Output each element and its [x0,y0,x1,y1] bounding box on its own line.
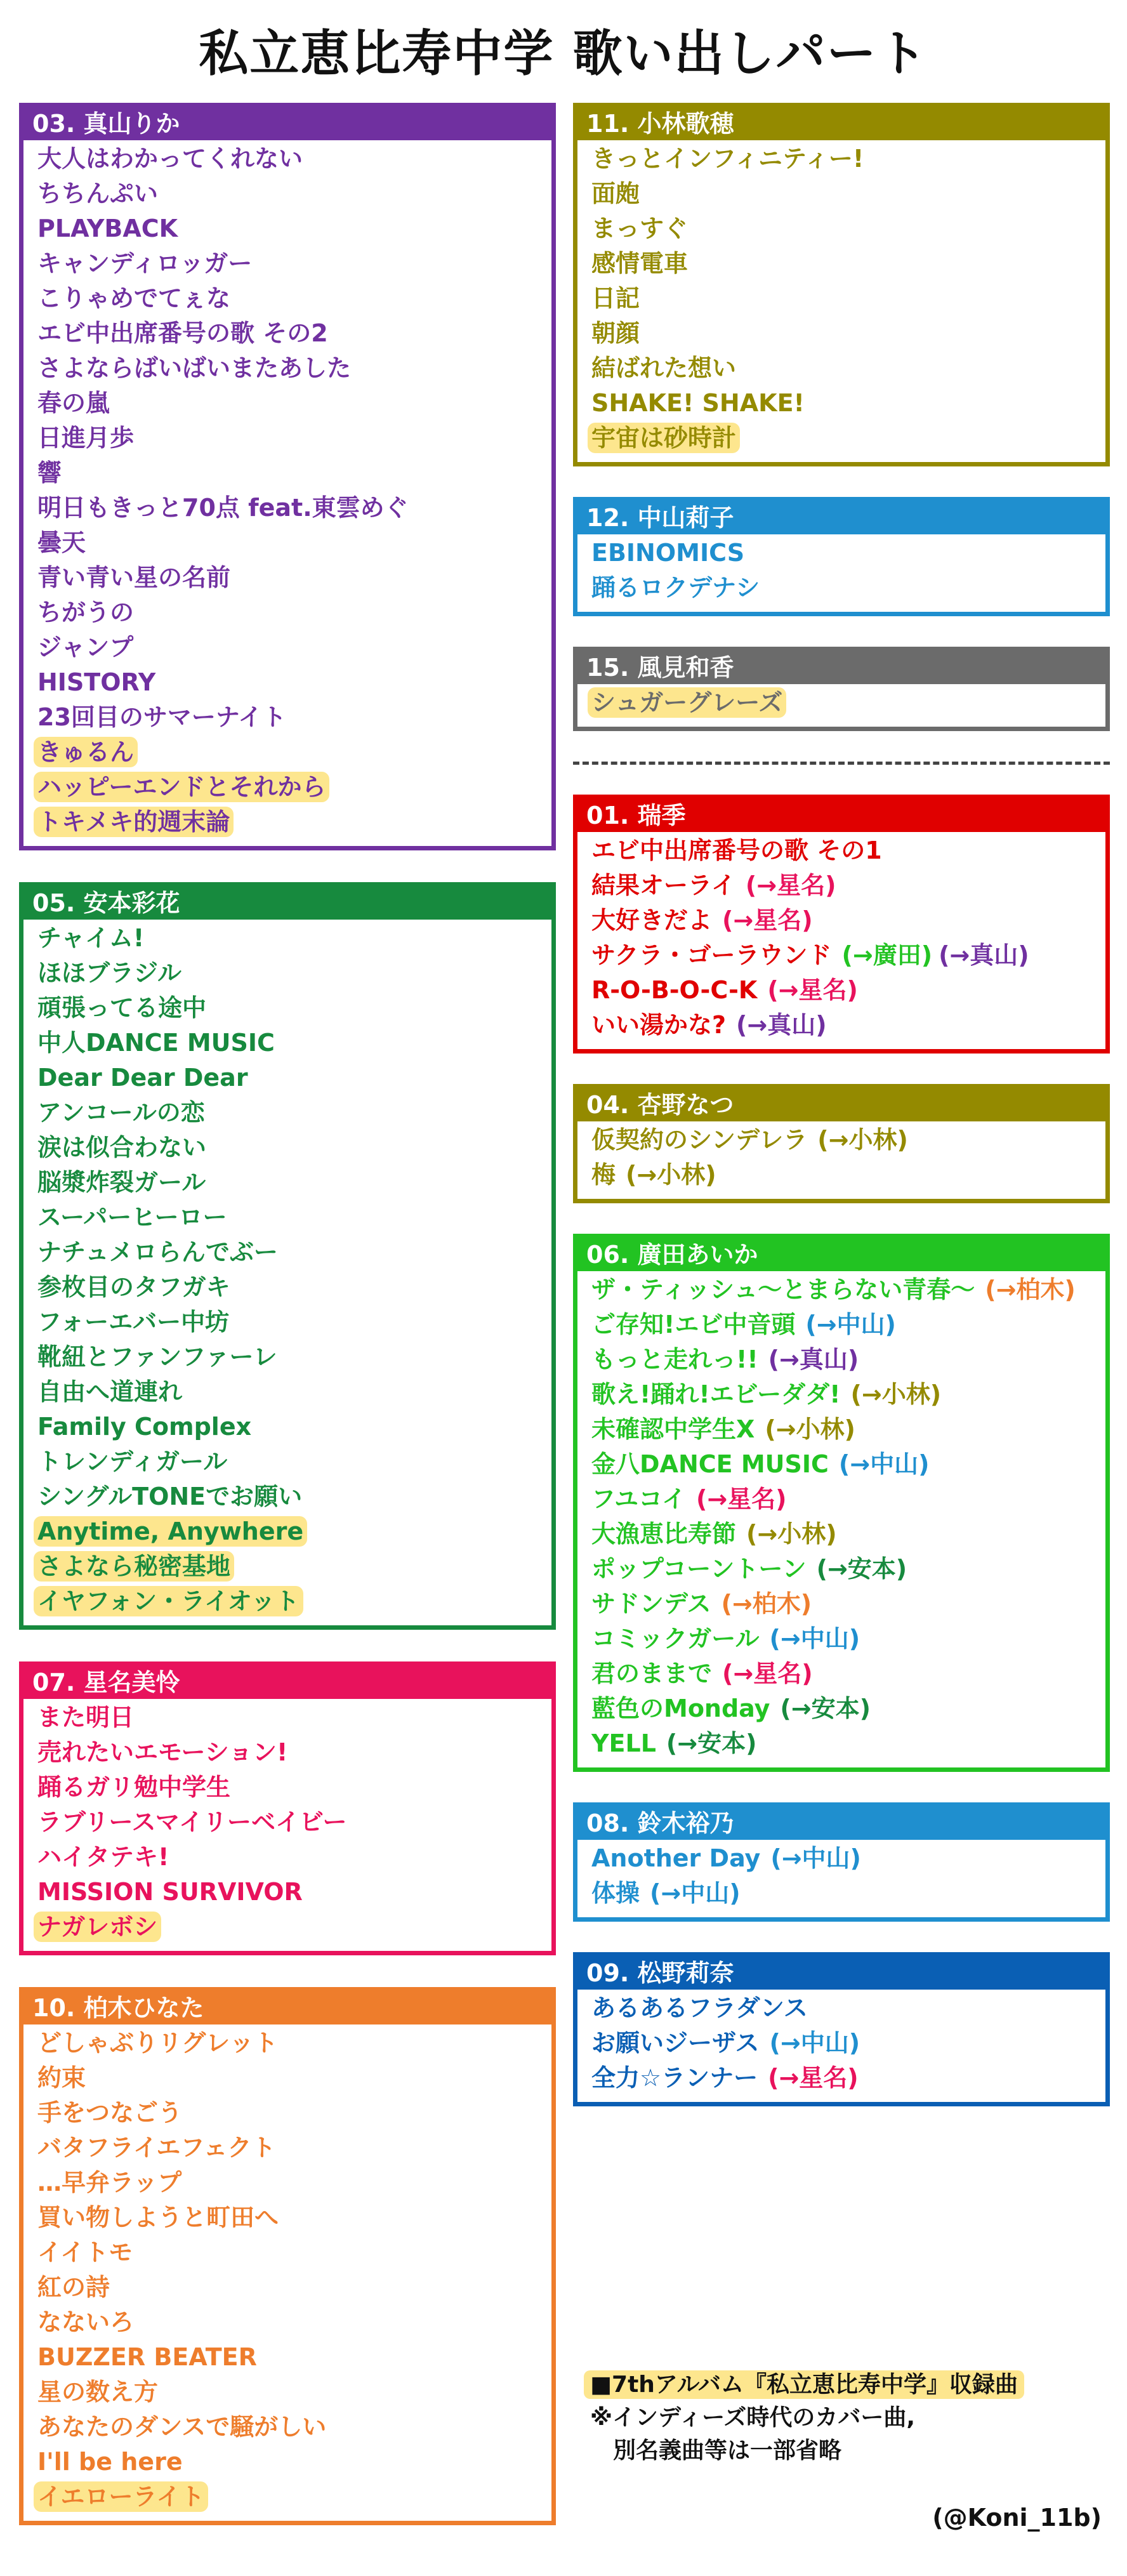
song-item [591,316,1100,351]
song-title: Anytime, Anywhere [34,1516,307,1547]
song-title: R-O-B-O-C-K [591,976,758,1004]
song-item [37,595,546,630]
transfer-reference: (→真山) [939,941,1029,969]
song-title: 青い青い星の名前 [37,564,231,591]
spacer [573,1922,1110,1952]
song-title: 紅の詩 [37,2273,110,2301]
song-title: チャイム! [37,924,145,952]
song-title: 大漁恵比寿節 [591,1520,737,1548]
song-list [577,534,1105,612]
song-item [37,491,546,525]
transfer-reference: (→安本) [666,1729,757,1757]
song-item [37,735,546,770]
song-title: なないろ [37,2308,135,2336]
song-title: YELL [591,1729,656,1757]
song-title: さよならばいばいまたあした [37,354,352,382]
song-item [37,1305,546,1340]
member-header: 08. 鈴木裕乃 [577,1807,1105,1840]
song-item [591,386,1100,421]
song-title: Another Day [591,1844,761,1872]
song-item [37,2270,546,2305]
song-title: SHAKE! SHAKE! [591,389,805,417]
song-title: 金八DANCE MUSIC [591,1450,829,1478]
song-item [37,921,546,956]
song-title: まっすぐ [591,215,689,242]
song-item [37,142,546,176]
song-item [37,1270,546,1305]
song-title: さよなら秘密基地 [34,1551,234,1582]
song-item [37,2480,546,2514]
song-title: アンコールの恋 [37,1099,205,1126]
song-item [591,571,1100,605]
song-item [37,2445,546,2480]
song-list [23,1699,551,1951]
transfer-reference: (→真山) [768,1345,859,1373]
spacer [19,1630,556,1661]
song-item [591,1123,1100,1158]
song-list [577,1121,1105,1199]
song-title: ほほブラジル [37,959,182,987]
song-item [37,1770,546,1805]
song-item [591,1377,1100,1412]
song-item [591,142,1100,176]
song-item [591,536,1100,571]
song-item [37,1549,546,1584]
song-item [37,1235,546,1270]
transfer-reference: (→柏木) [985,1276,1076,1304]
song-title: 踊るガリ勉中学生 [37,1773,231,1801]
transfer-reference: (→星名) [722,906,813,934]
song-item [37,281,546,316]
song-item [37,1060,546,1095]
transfer-reference: (→小林) [626,1161,716,1189]
song-title: ナチュメロらんでぶー [37,1238,278,1266]
song-title: 参枚目のタフガキ [37,1273,230,1301]
spacer [19,850,556,882]
song-title: イイトモ [37,2238,133,2266]
member-header: 09. 松野莉奈 [577,1957,1105,1990]
song-title: もっと走れっ!! [591,1345,758,1373]
song-item [591,1841,1100,1876]
song-title: 大好きだよ [591,906,713,934]
song-item [37,2200,546,2235]
member-box [573,647,1110,731]
song-list [577,832,1105,1049]
song-item [591,1412,1100,1447]
song-item [37,2340,546,2375]
transfer-reference: (→真山) [736,1011,827,1039]
song-title: 踊るロクデナシ [591,574,760,602]
section-divider [573,744,1110,782]
member-header: 12. 中山莉子 [577,501,1105,534]
song-title: ザ・ティッシュ～とまらない青春～ [591,1276,975,1304]
song-item [591,211,1100,246]
song-item [37,630,546,665]
song-item [37,665,546,700]
song-title: 手をつなごう [37,2099,183,2127]
song-title: 買い物しようと町田へ [37,2203,279,2231]
member-header: 07. 星名美怜 [23,1666,551,1699]
transfer-reference: (→星名) [767,976,858,1004]
song-title: ハイタテキ! [37,1843,169,1871]
song-title: 君のままで [591,1660,713,1688]
song-title: シングルTONEでお願い [37,1483,303,1510]
member-box [19,1987,556,2525]
spacer [573,1054,1110,1084]
member-header: 06. 廣田あいか [577,1238,1105,1271]
legend-notes [590,2368,1024,2467]
song-item [37,2165,546,2200]
song-title: コミックガール [591,1625,760,1653]
song-title: Dear Dear Dear [37,1064,248,1092]
song-title: EBINOMICS [591,539,745,567]
song-item [37,1584,546,1619]
song-item [37,1340,546,1375]
song-item [591,1726,1100,1761]
member-box [573,1084,1110,1203]
song-item [37,805,546,840]
song-title: トレンディガール [37,1448,228,1476]
song-title: 体操 [591,1879,640,1907]
song-item [37,770,546,805]
song-title: HISTORY [37,668,156,696]
note-alias-line: 別名義曲等は一部省略 [613,2438,842,2464]
member-header: 15. 風見和香 [577,651,1105,684]
left-column [19,103,556,2525]
transfer-reference: (→中山) [805,1311,896,1338]
song-title: 朝顔 [591,319,640,347]
song-item [591,1482,1100,1517]
song-title: サドンデス [591,1590,711,1618]
song-item [37,1375,546,1410]
transfer-reference: (→星名) [722,1660,813,1688]
member-box [573,795,1110,1054]
song-title: ジャンプ [37,633,134,661]
transfer-reference: (→中山) [650,1879,741,1907]
spacer [573,1772,1110,1802]
song-item [591,281,1100,316]
song-title: いい湯かな? [591,1011,727,1039]
song-title: 梅 [591,1161,616,1189]
song-item [37,1200,546,1235]
song-item [37,1130,546,1165]
song-item [37,1735,546,1770]
song-item [37,211,546,246]
song-item [591,868,1100,903]
song-item [591,1587,1100,1622]
song-title: ハッピーエンドとそれから [34,772,329,802]
song-title: Family Complex [37,1413,252,1441]
song-item [37,2096,546,2130]
spacer [19,1955,556,1987]
spacer [573,466,1110,497]
song-title: 涙は似合わない [37,1133,207,1161]
song-title: 日進月歩 [37,424,135,452]
song-item [37,1700,546,1735]
song-item [591,351,1100,386]
song-list [577,140,1105,462]
song-list [577,1990,1105,2102]
song-title: ラブリースマイリーベイビー [37,1808,347,1836]
song-item [37,2026,546,2061]
transfer-reference: (→星名) [768,2064,859,2092]
spacer [573,731,1110,744]
song-item [37,2305,546,2340]
transfer-reference: (→中山) [838,1450,930,1478]
transfer-reference: (→安本) [816,1555,907,1583]
song-item [37,176,546,211]
member-header: 04. 杏野なつ [577,1088,1105,1121]
song-item [37,1840,546,1875]
song-list [23,920,551,1625]
song-title: BUZZER BEATER [37,2343,257,2371]
song-item [591,1517,1100,1552]
song-title: ポップコーントーン [591,1555,807,1583]
song-item [37,1910,546,1945]
note-album-line [590,2368,1024,2401]
song-item [591,1656,1100,1691]
song-title: お願いジーザス [591,2029,760,2057]
song-title: 中人DANCE MUSIC [37,1029,275,1057]
member-header: 11. 小林歌穂 [577,107,1105,140]
member-box [573,497,1110,616]
member-box [573,1952,1110,2106]
song-title: トキメキ的週末論 [34,807,234,837]
transfer-reference: (→中山) [770,1844,861,1872]
song-list [577,1840,1105,1917]
song-title: 響 [37,459,62,487]
song-title: 結果オーライ [591,871,735,899]
page-title: 私立恵比寿中学 歌い出しパート [199,25,928,83]
song-item [591,1991,1100,2026]
member-box [19,1661,556,1955]
song-item [37,1165,546,1200]
song-item [37,1875,546,1910]
transfer-reference: (→小林) [850,1380,942,1408]
song-title: 宇宙は砂時計 [588,423,740,453]
song-item [591,2026,1100,2061]
song-title: どしゃぶりリグレット [37,2029,278,2057]
song-item [591,1342,1100,1377]
member-box [19,882,556,1630]
song-item [37,560,546,595]
song-title: 約束 [37,2064,86,2092]
song-item [37,1805,546,1840]
member-box [573,1234,1110,1772]
song-item [37,2410,546,2445]
member-box [573,1802,1110,1922]
song-title: I'll be here [37,2448,183,2476]
song-item [591,176,1100,211]
spacer [573,1203,1110,1234]
song-title: シュガーグレーズ [588,687,786,718]
song-item [591,2061,1100,2096]
song-item [37,1410,546,1444]
song-item [37,316,546,351]
transfer-reference: (→小林) [817,1126,908,1154]
song-title: 大人はわかってくれない [37,145,303,173]
song-list [23,140,551,846]
song-title: PLAYBACK [37,215,178,242]
song-item [37,1095,546,1130]
transfer-reference: (→中山) [769,1625,860,1653]
song-item [591,938,1100,973]
song-item [591,421,1100,456]
song-item [591,1307,1100,1342]
song-title: 靴紐とファンファーレ [37,1343,277,1371]
song-title: スーパーヒーロー [37,1203,227,1231]
song-item [591,1272,1100,1307]
song-title: 感情電車 [591,249,689,277]
transfer-reference: (→安本) [780,1694,871,1722]
song-title: 明日もきっと70点 feat.東雲めぐ [37,494,409,522]
song-title: エビ中出席番号の歌 その1 [591,836,882,864]
song-title: 面皰 [591,180,640,208]
member-header: 10. 柏木ひなた [23,1991,551,2024]
song-title: 脳漿炸裂ガール [37,1168,206,1196]
song-item [591,1552,1100,1587]
song-item [591,833,1100,868]
song-title: ナガレボシ [34,1912,161,1942]
song-title: 未確認中学生X [591,1415,755,1443]
note-album-text: ■7thアルバム『私立恵比寿中学』収録曲 [584,2370,1024,2399]
song-title: また明日 [37,1703,135,1731]
song-title: 春の嵐 [37,389,110,417]
transfer-reference: (→小林) [765,1415,855,1443]
song-item [591,903,1100,938]
member-box [19,103,556,850]
song-title: 星の数え方 [37,2378,159,2406]
song-title: 全力☆ランナー [591,2064,758,2092]
song-item [37,386,546,421]
song-item [37,2235,546,2270]
song-title: サクラ・ゴーラウンド [591,941,832,969]
song-item [591,1622,1100,1656]
song-title: あるあるフラダンス [591,1994,808,2022]
song-title: 歌え!踊れ!エビーダダ! [591,1380,841,1408]
song-title: きゅるん [34,737,138,767]
song-item [37,525,546,560]
song-item [37,2375,546,2410]
song-item [37,1026,546,1060]
song-item [591,246,1100,281]
song-item [37,2061,546,2096]
song-item [591,1691,1100,1726]
song-item [37,700,546,735]
right-column [573,103,1110,2106]
song-item [591,1447,1100,1482]
song-title: ちがうの [37,598,135,626]
song-title: ちちんぷい [37,180,159,208]
song-item [591,1158,1100,1192]
song-title: 仮契約のシンデレラ [591,1126,808,1154]
song-item [37,1444,546,1479]
transfer-reference: (→中山) [769,2029,860,2057]
song-title: 頑張ってる途中 [37,994,207,1022]
song-title: MISSION SURVIVOR [37,1878,303,1906]
spacer [573,616,1110,647]
transfer-reference: (→星名) [695,1485,787,1513]
song-item [37,421,546,456]
spacer [573,782,1110,795]
song-title: 曇天 [37,529,86,557]
transfer-reference: (→廣田) [841,941,933,969]
song-item [591,1876,1100,1911]
song-title: ご存知!エビ中音頭 [591,1311,796,1338]
song-title: 自由へ道連れ [37,1378,183,1406]
song-item [591,973,1100,1008]
song-title: イヤフォン・ライオット [34,1586,303,1616]
author-credit: (@Koni_11b) [932,2504,1102,2532]
song-item [37,956,546,991]
song-item [37,2130,546,2165]
song-item [591,1008,1100,1043]
song-list [23,2024,551,2521]
song-title: キャンディロッガー [37,249,253,277]
song-list [577,1271,1105,1767]
member-box [573,103,1110,466]
member-header: 03. 真山りか [23,107,551,140]
song-title: フユコイ [591,1485,686,1513]
song-title: 日記 [591,284,640,312]
transfer-reference: (→小林) [746,1520,837,1548]
song-item [37,1514,546,1549]
song-item [37,991,546,1026]
song-title: きっとインフィニティー! [591,145,864,173]
song-title: イエローライト [34,2481,208,2512]
song-title: フォーエバー中坊 [37,1308,230,1336]
member-header: 05. 安本彩花 [23,887,551,920]
transfer-reference: (→柏木) [721,1590,812,1618]
song-item [37,246,546,281]
song-title: 藍色のMonday [591,1694,770,1722]
song-title: エビ中出席番号の歌 その2 [37,319,328,347]
note-cover-line: ※インディーズ時代のカバー曲, [590,2405,915,2431]
song-title: 23回目のサマーナイト [37,703,287,731]
song-title: 結ばれた想い [591,354,737,382]
member-header: 01. 瑞季 [577,799,1105,832]
song-title: 売れたいエモーション! [37,1738,288,1766]
song-title: こりゃめでてぇな [37,284,231,312]
transfer-reference: (→星名) [745,871,836,899]
song-title: バタフライエフェクト [37,2134,276,2162]
song-title: あなたのダンスで騒がしい [37,2413,327,2441]
song-item [37,1479,546,1514]
song-item [37,456,546,491]
song-item [591,685,1100,720]
song-item [37,351,546,386]
song-title: …早弁ラップ [37,2169,182,2196]
song-list [577,684,1105,727]
